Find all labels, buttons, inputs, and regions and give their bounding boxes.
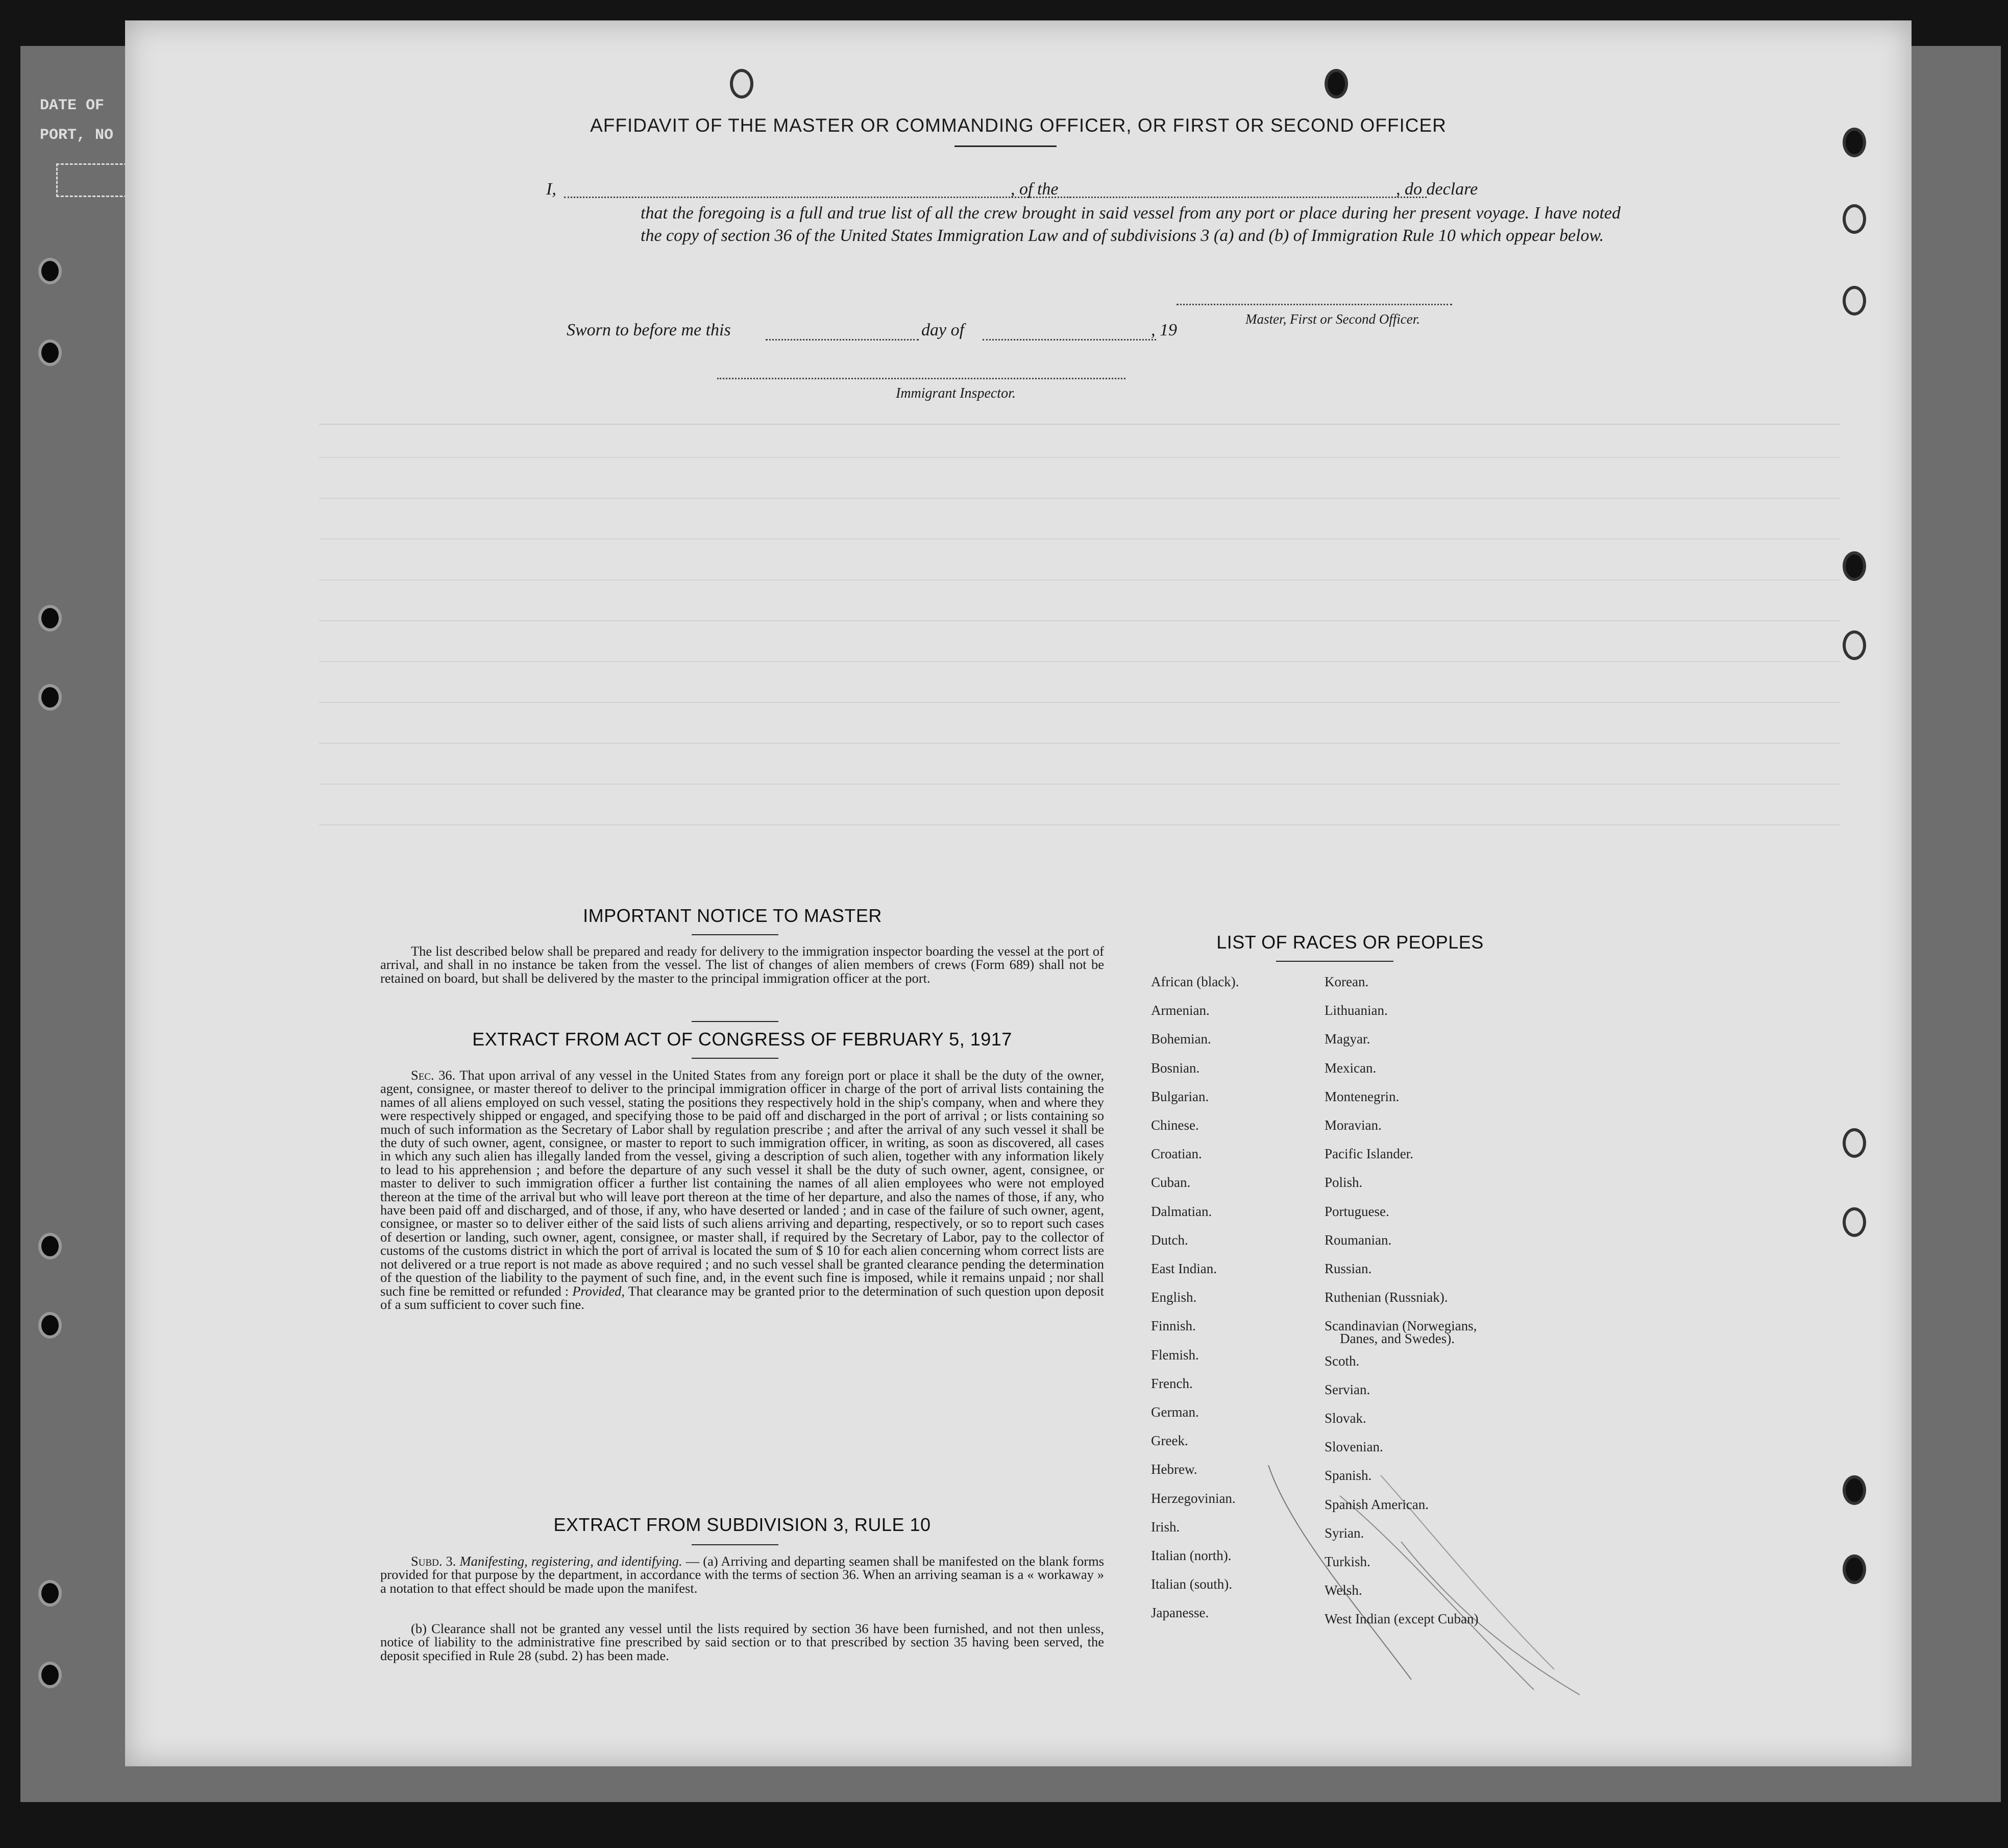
inspector-signature-line <box>717 378 1125 379</box>
notice-underline <box>692 934 778 935</box>
race-item: African (black). <box>1151 974 1239 989</box>
race-item: Magyar. <box>1325 1031 1370 1047</box>
race-item: Slovenian. <box>1325 1439 1383 1455</box>
race-item: Roumanian. <box>1325 1232 1392 1248</box>
sworn-day-blank <box>766 339 919 341</box>
rule-subdivision-a <box>380 1554 1104 1595</box>
affidavit-of-the: , of the <box>1011 180 1059 199</box>
race-item: French. <box>1151 1375 1193 1391</box>
act-overline <box>692 1021 778 1022</box>
race-item: Danes, and Swedes). <box>1340 1331 1455 1347</box>
background-label: DATE OF <box>40 97 105 114</box>
race-item: Syrian. <box>1325 1525 1364 1541</box>
race-item: Ruthenian (Russniak). <box>1325 1290 1448 1305</box>
act-provided-label: Provided, <box>572 1283 625 1299</box>
binding-hole <box>38 1580 62 1607</box>
race-item: Flemish. <box>1151 1347 1199 1363</box>
race-item: Spanish. <box>1325 1468 1372 1484</box>
rule-title: EXTRACT FROM SUBDIVISION 3, RULE 10 <box>553 1514 931 1535</box>
race-item: Slovak. <box>1325 1411 1366 1426</box>
binding-hole <box>38 339 62 366</box>
sworn-label: Sworn to before me this <box>567 321 731 339</box>
binding-hole <box>38 1233 62 1259</box>
bleed-row <box>319 824 1840 825</box>
bleed-row <box>319 498 1840 499</box>
race-item: Welsh. <box>1325 1583 1362 1598</box>
race-item: Polish. <box>1325 1175 1363 1190</box>
race-item: Italian (south). <box>1151 1576 1232 1592</box>
rule-a-text: — (a) Arriving and departing seamen shall be manifested on the blank forms provided for that purpose by the department, in accordance with the terms of section 36. When an arriving seaman is a « workaway » a notation to that effect should be made upon the manifest. <box>380 1553 1105 1596</box>
race-item: West Indian (except Cuban) <box>1325 1611 1479 1627</box>
race-item: Japanesse. <box>1151 1605 1209 1621</box>
rule-subd-title: Manifesting, registering, and identifying. <box>459 1553 682 1569</box>
race-item: Italian (north). <box>1151 1548 1232 1563</box>
race-item: Russian. <box>1325 1261 1372 1276</box>
day-of-label: day of <box>921 321 965 339</box>
binding-hole <box>38 258 62 284</box>
bleed-row <box>319 457 1840 458</box>
rule-subdivision-b: (b) Clearance shall not be granted any vessel until the lists required by section 36 have been furnished, and not then unless, notice of liability to the administrative fine prescribed by said section or to that prescribed by section 35 having been served, the deposit specified in Rule 28 (subd. 2) has been made. <box>380 1621 1104 1663</box>
punch-hole <box>1843 286 1866 315</box>
title-underline <box>954 145 1057 147</box>
race-item: Montenegrin. <box>1325 1088 1400 1104</box>
race-item: Lithuanian. <box>1325 1003 1388 1018</box>
race-item: Greek. <box>1151 1433 1188 1449</box>
race-item: Servian. <box>1325 1381 1370 1397</box>
race-item: Croatian. <box>1151 1146 1202 1162</box>
races-underline <box>1276 961 1393 962</box>
race-item: Chinese. <box>1151 1117 1199 1133</box>
race-item: Bohemian. <box>1151 1031 1211 1047</box>
race-item: Spanish American. <box>1325 1496 1429 1512</box>
rule-subd-label: Subd. 3. <box>411 1553 456 1569</box>
binding-hole <box>38 1662 62 1688</box>
punch-hole <box>1843 1554 1866 1584</box>
bleed-row <box>319 784 1840 785</box>
notice-body: The list described below shall be prepared and ready for delivery to the immigration inspector boarding the vessel at the port of arrival, and shall in no instance be taken from the vessel. The list of changes of alien members of crews (Form 689) shall not be retained on board, but shall be delivered by the master to the principal immigration officer at the port. <box>380 943 1104 986</box>
punch-hole <box>1843 1475 1866 1505</box>
master-signature-line <box>1177 304 1452 305</box>
punch-hole <box>1843 630 1866 660</box>
affidavit-do-declare: , do declare <box>1396 180 1478 199</box>
race-item: Mexican. <box>1325 1060 1377 1076</box>
punch-hole <box>730 69 753 99</box>
bleed-row <box>319 539 1840 540</box>
race-item: Bulgarian. <box>1151 1088 1209 1104</box>
binding-hole <box>38 1312 62 1339</box>
bleed-row <box>319 661 1840 662</box>
background-label: PORT, NO <box>40 127 114 144</box>
race-item: Pacific Islander. <box>1325 1146 1413 1162</box>
bleed-row <box>319 702 1840 703</box>
race-item: Irish. <box>1151 1519 1180 1535</box>
act-section-label: Sec. 36. <box>411 1067 456 1083</box>
race-item: Korean. <box>1325 974 1369 989</box>
act-body <box>380 1068 1104 1311</box>
act-section-tail: That clearance may be granted prior to the determination of such question upon deposit of a sum sufficient to cover such fine. <box>380 1283 1104 1312</box>
master-signature-label: Master, First or Second Officer. <box>1245 311 1420 327</box>
bleed-row <box>319 620 1840 621</box>
vessel-blank <box>1069 197 1427 198</box>
act-underline <box>692 1058 778 1059</box>
bleed-row <box>319 579 1840 580</box>
affidavit-body: that the foregoing is a full and true list of all the crew brought in said vessel from any port or place during her present voyage. I have noted the copy of section 36 of the United States Immigration Law and of subdivisions 3 (a) and (b) of Immigration Rule 10 which oppear below. <box>641 204 1621 245</box>
race-item: Turkish. <box>1325 1554 1370 1569</box>
punch-hole <box>1843 551 1866 581</box>
race-item: Dutch. <box>1151 1232 1188 1248</box>
race-item: Armenian. <box>1151 1003 1210 1018</box>
act-section-text: That upon arrival of any vessel in the United States from any foreign port or place it shall be the duty of the owner, agent, consignee, or master thereof to deliver to the principal immigration officer in charge of the port of arrival lists containing the names of all aliens employed on such vessel, stating the positions they respectively hold in the ship's company, when and where they were respectively shipped or engaged, and specifying those to be paid off and discharged in the port of arrival ; or lists containing so much of such information as the Secretary of Labor shall by regulation prescribe ; and after the arrival of any such vessel it shall be the duty of such owner, agent, consignee, or master to report to such immigration officer, in writing, as soon as discovered, all cases in which any such alien has illegally landed from the vessel, giving a description of such alien, together with any information likely to lead to his apprehension ; and before the departure of any such vessel it shall be the duty of such owner, agent, consignee, or master to deliver to such immigration officer a further list containing the names of all alien employees who were not employed thereon at the time of the arrival but who will leave port thereon at the time of her departure, and also the names of those, if any, who have been paid off and discharged, and of those, if any, who have deserted or landed ; and in case of the failure of such owner, agent, consignee, or master so to deliver either of the said lists of such aliens arriving and departing, respectively, or so to report such cases of desertion or landing, such owner, agent, consignee, or master shall, if required by the Secretary of Labor, pay to the collector of customs of the customs district in which the port of arrival is located the sum of $ 10 for each alien concerning whom correct lists are not delivered or a true report is not made as above required ; and no such vessel shall be granted clearance pending the determination of the question of the liability to the payment of such fine, and, in the event such fine is imposed, while it remains unpaid ; nor shall such fine be remitted or refunded : <box>380 1067 1104 1299</box>
race-item: Scoth. <box>1325 1353 1360 1369</box>
bleed-row <box>319 424 1840 425</box>
document-page <box>125 20 1912 1766</box>
notice-title: IMPORTANT NOTICE TO MASTER <box>583 905 882 926</box>
month-blank <box>983 339 1156 341</box>
punch-hole <box>1843 1207 1866 1237</box>
binding-hole <box>38 684 62 711</box>
affidavit-title: AFFIDAVIT OF THE MASTER OR COMMANDING OFFICER, OR FIRST OR SECOND OFFICER <box>590 115 1447 136</box>
race-item: Finnish. <box>1151 1318 1196 1334</box>
race-item: East Indian. <box>1151 1261 1217 1276</box>
race-item: Cuban. <box>1151 1175 1191 1190</box>
race-item: Bosnian. <box>1151 1060 1200 1076</box>
binding-hole <box>38 605 62 631</box>
rule-underline <box>692 1544 778 1545</box>
race-item: German. <box>1151 1404 1199 1420</box>
race-item: English. <box>1151 1290 1197 1305</box>
punch-hole <box>1843 204 1866 234</box>
race-item: Hebrew. <box>1151 1462 1197 1477</box>
punch-hole <box>1325 69 1348 99</box>
year-label: , 19 <box>1151 321 1177 339</box>
race-item: Moravian. <box>1325 1117 1382 1133</box>
bleed-row <box>319 743 1840 744</box>
inspector-label: Immigrant Inspector. <box>896 385 1016 401</box>
race-item: Dalmatian. <box>1151 1203 1212 1219</box>
races-title: LIST OF RACES OR PEOPLES <box>1216 932 1484 953</box>
affidavit-i: I, <box>546 180 556 199</box>
act-title: EXTRACT FROM ACT OF CONGRESS OF FEBRUARY 5, 1917 <box>472 1029 1012 1050</box>
race-item: Herzegovinian. <box>1151 1490 1236 1506</box>
race-item: Portuguese. <box>1325 1203 1389 1219</box>
race-item: Scandinavian (Norwegians, <box>1325 1318 1477 1334</box>
punch-hole <box>1843 1128 1866 1158</box>
